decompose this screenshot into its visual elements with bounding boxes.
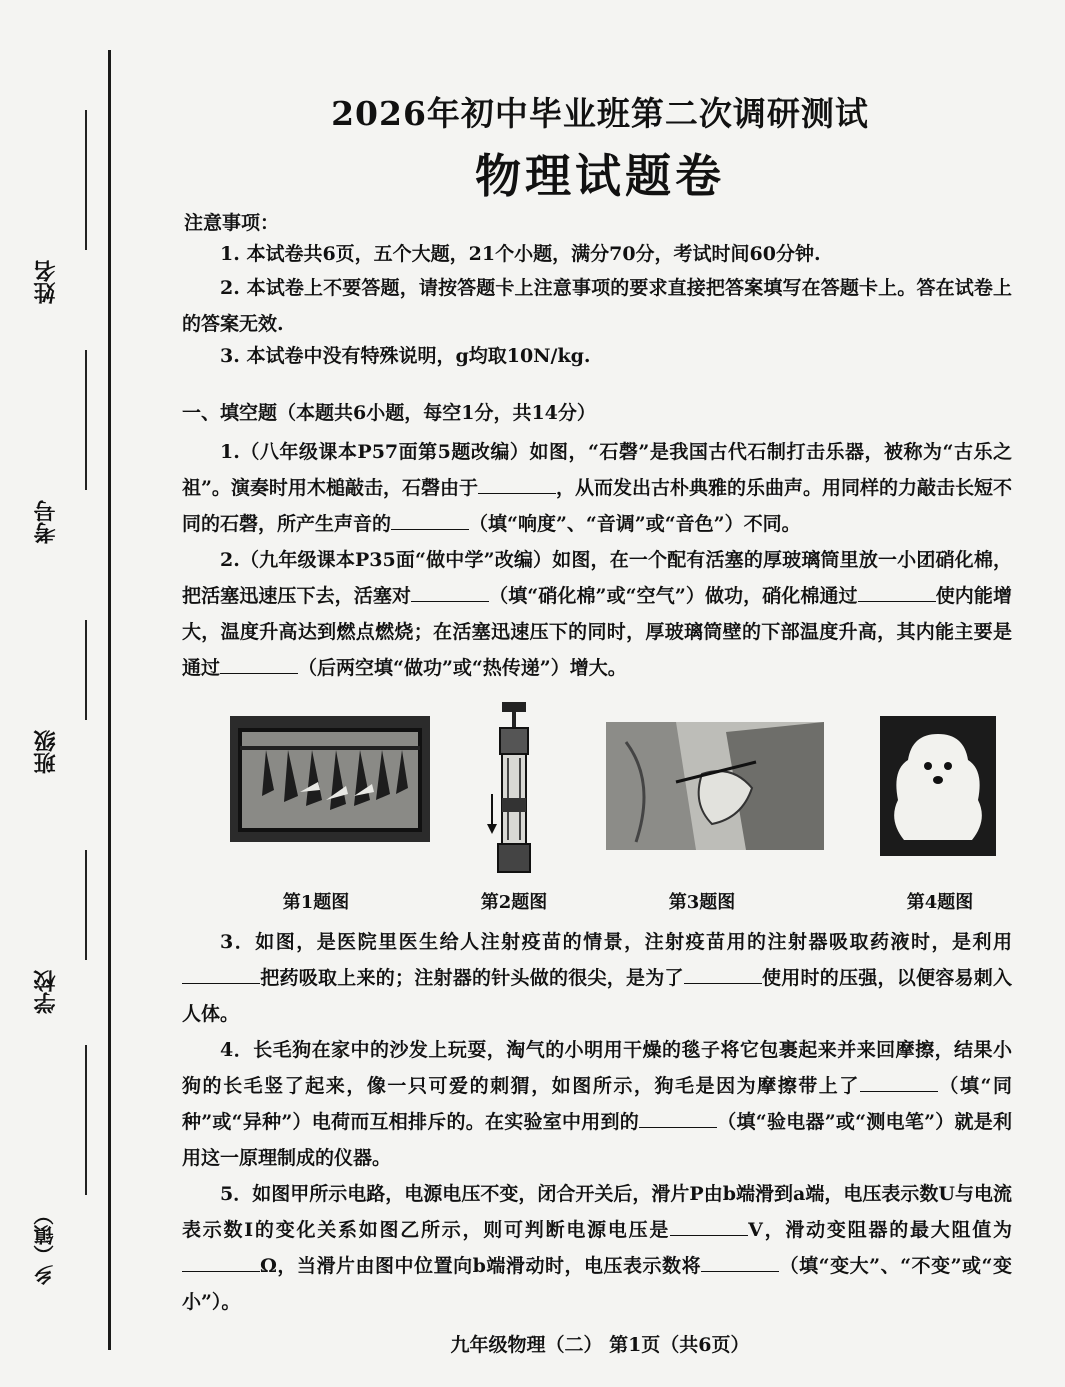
figure-4-caption: 第4题图: [906, 892, 974, 913]
figure-3-caption: 第3题图: [668, 892, 736, 913]
notice-item-3: 3. 本试卷中没有特殊说明，g均取10N/kg.: [220, 345, 591, 367]
answer-blank[interactable]: [701, 1253, 779, 1272]
question-4: 4．长毛狗在家中的沙发上玩耍，淘气的小明用干燥的毯子将它包裹起来并来回摩擦，结果小狗的长毛竖了起来，像一只可爱的刺猬，如图所示，狗毛是因为摩擦带上了 （填“同种”或“异种”）电荷而互相排斥的。在实验室中用到的 （填“验电器”或“测电笔”）就是利用这一原理制成的仪器。: [182, 1039, 1012, 1169]
answer-blank[interactable]: [684, 965, 762, 984]
town-field[interactable]: [30, 1045, 70, 1305]
notice-item-2: 2. 本试卷上不要答题，请按答题卡上注意事项的要求直接把答案填写在答题卡上。答在试卷上的答案无效.: [182, 277, 1012, 335]
question-1: 1.（八年级课本P57面第5题改编）如图，“石磬”是我国古代石制打击乐器，被称为“古乐之祖”。演奏时用木槌敲击，石磬由于 ，从而发出古朴典雅的乐曲声。用同样的力敲击长短不同的石磬，所产生声音的 （填“响度”、“音调”或“音色”）不同。: [182, 441, 1012, 535]
question-2: 2.（九年级课本P35面“做中学”改编）如图，在一个配有活塞的厚玻璃筒里放一小团硝化棉，把活塞迅速压下去，活塞对 （填“硝化棉”或“空气”）做功，硝化棉通过 使内能增大，温度升高达到燃点燃烧；在活塞迅速压下的同时，厚玻璃筒壁的下部温度升高，其内能主要是通过 （后两空填“做功”或“热传递”）增大。: [182, 549, 1012, 679]
school-field[interactable]: [30, 830, 70, 1050]
name-underline: [85, 110, 87, 250]
class-field[interactable]: [30, 590, 70, 830]
exam-title: 2026年初中毕业班第二次调研测试: [331, 94, 869, 133]
answer-blank[interactable]: [391, 511, 469, 530]
notice-item-1: 1. 本试卷共6页，五个大题，21个小题，满分70分，考试时间60分钟.: [220, 243, 821, 265]
paper-title: 物理试题卷: [475, 149, 725, 203]
answer-blank[interactable]: [478, 475, 556, 494]
binding-margin-line: [108, 50, 111, 1350]
figure-4-fluffy-dog: [880, 716, 996, 856]
question-5: 5．如图甲所示电路，电源电压不变，闭合开关后，滑片P由b端滑到a端，电压表示数U与电流表示数I的变化关系如图乙所示，则可判断电源电压是 V，滑动变阻器的最大阻值为Ω，当滑片由图中位置向b端滑动时，电压表示数将 （填“变大”、“不变”或“变小”）。: [182, 1183, 1013, 1313]
answer-blank[interactable]: [182, 965, 260, 984]
answer-blank[interactable]: [639, 1109, 717, 1128]
town-label: 乡（镇）: [33, 1205, 57, 1285]
school-label: 学校: [33, 970, 59, 1014]
figure-1-stone-chimes: [230, 716, 430, 842]
name-label: 姓名: [33, 260, 59, 304]
exam-no-underline: [85, 350, 87, 490]
answer-blank[interactable]: [860, 1073, 938, 1092]
figure-1-caption: 第1题图: [282, 892, 350, 913]
section-1-heading: 一、填空题（本题共6小题，每空1分，共14分）: [182, 402, 596, 424]
class-label: 班级: [33, 730, 59, 774]
school-underline: [85, 850, 87, 960]
answer-blank[interactable]: [220, 655, 298, 674]
town-underline: [85, 1045, 87, 1195]
answer-blank[interactable]: [858, 583, 936, 602]
page-footer: 九年级物理（二） 第1页（共6页）: [450, 1334, 750, 1356]
class-underline: [85, 620, 87, 720]
answer-blank[interactable]: [411, 583, 489, 602]
answer-blank[interactable]: [182, 1253, 260, 1272]
question-3: 3．如图，是医院里医生给人注射疫苗的情景，注射疫苗用的注射器吸取药液时，是利用把药吸取上来的；注射器的针头做的很尖，是为了 使用时的压强，以便容易刺入人体。: [182, 931, 1012, 1025]
notice-heading: 注意事项：: [184, 212, 280, 234]
figure-2-piston-tube: [484, 698, 544, 878]
exam-no-label: 考号: [33, 500, 59, 544]
answer-blank[interactable]: [670, 1217, 748, 1236]
name-field[interactable]: [30, 110, 70, 350]
figure-3-injection-photo: [606, 722, 824, 850]
exam-no-field[interactable]: [30, 350, 70, 590]
figure-2-caption: 第2题图: [480, 892, 548, 913]
